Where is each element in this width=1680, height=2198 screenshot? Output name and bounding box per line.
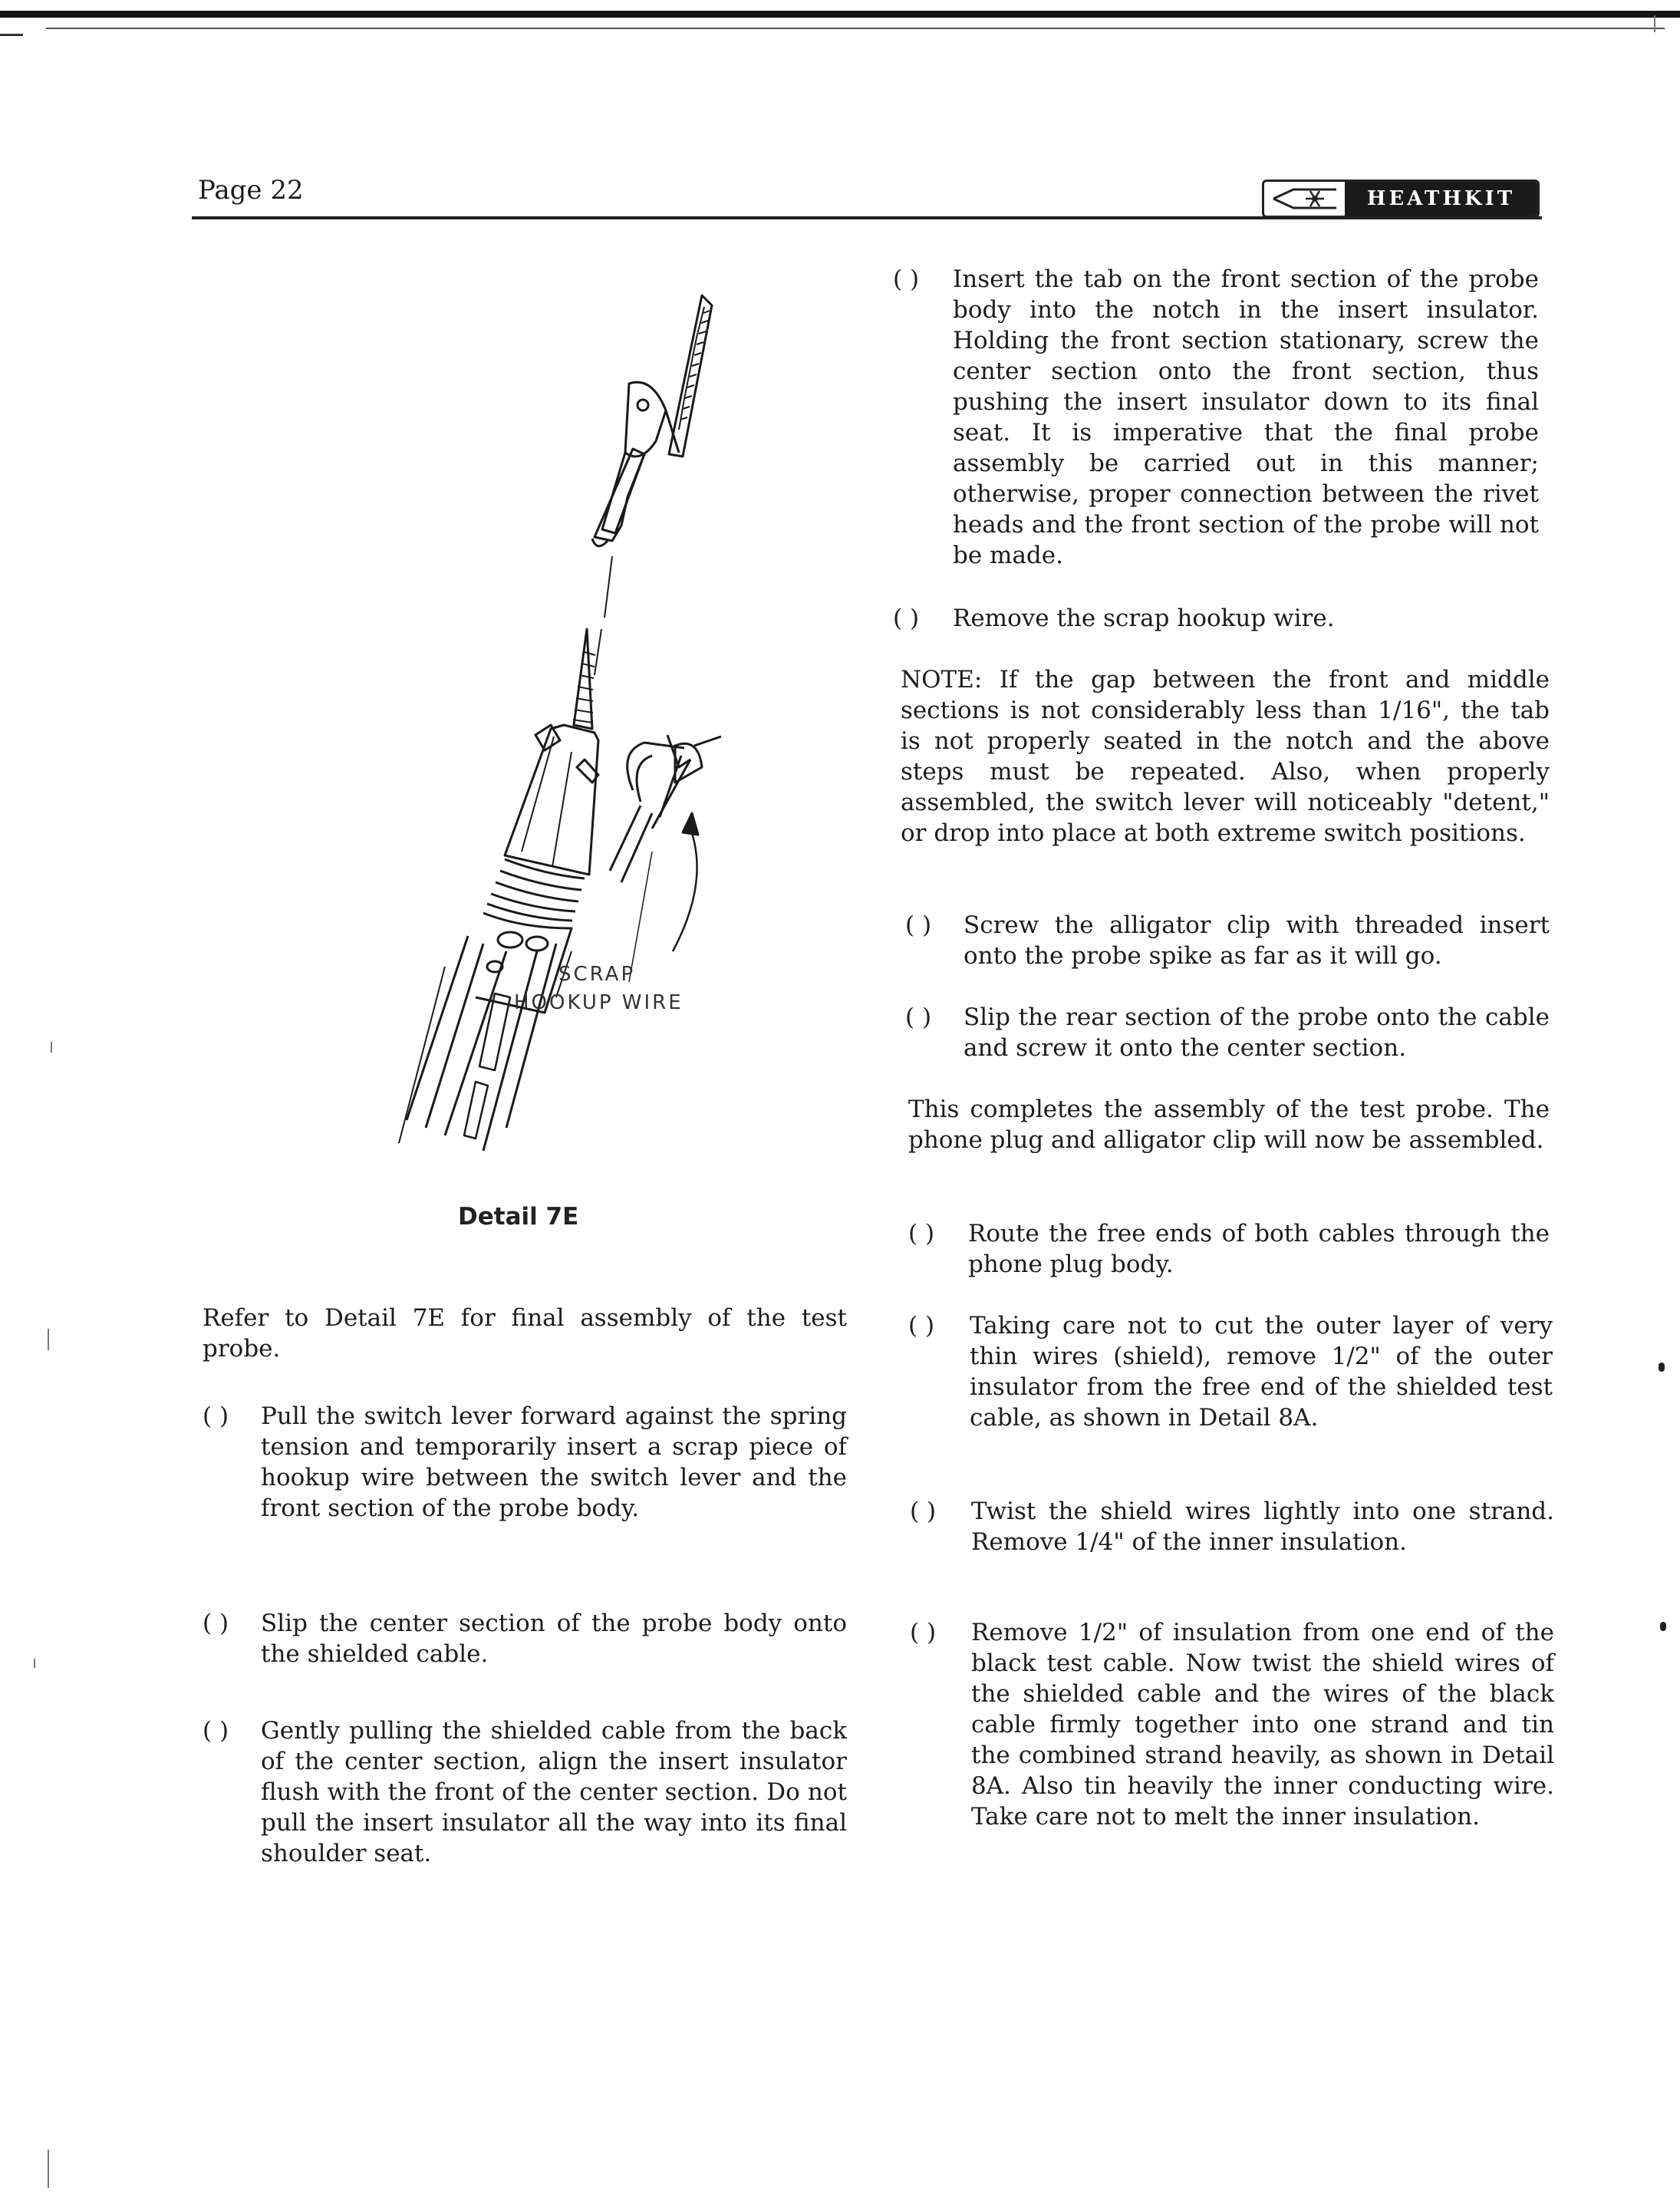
step-text: Remove 1/2" of insulation from one end of the black test cable. Now twist the shield wires of the shielded cable and the wires of the black cable firmly together into one strand and tin the combined strand heavily, as shown in Detail 8A. Also tin heavily the inner conducting wire. Take care not to melt the inner insulation. [971, 1619, 1554, 1831]
step-text: Slip the center section of the probe body onto the shielded cable. [261, 1610, 847, 1668]
step-checkbox[interactable]: ( ) [893, 605, 920, 632]
step-checkbox[interactable]: ( ) [910, 1619, 937, 1646]
right-step-4 [905, 1002, 1550, 1063]
right-step-3 [905, 910, 1550, 971]
corner-tick [0, 34, 23, 36]
probe-center-section-drawing [399, 913, 572, 1151]
step-text: Taking care not to cut the outer layer of very thin wires (shield), remove 1/2" of the outer insulator from the free end of the shielded test cable, as shown in Detail 8A. [970, 1312, 1553, 1432]
scan-edge-mark [1654, 15, 1655, 32]
probe-assembly-illustration [292, 276, 767, 1166]
step-checkbox[interactable]: ( ) [908, 1220, 935, 1247]
figure-caption: Detail 7E [458, 1203, 579, 1231]
step-text: Slip the rear section of the probe onto the cable and screw it onto the center section. [964, 1003, 1550, 1062]
completion-paragraph: This completes the assembly of the test probe. The phone plug and alligator clip will now be assembled. [908, 1096, 1550, 1154]
note-block [901, 664, 1550, 849]
right-step-1 [893, 264, 1539, 571]
top-border-thin-rule [46, 28, 1665, 29]
right-step-6 [908, 1310, 1553, 1433]
step-text: Insert the tab on the front section of the probe body into the notch in the insert insulator. Holding the front section stationary, screw the center section onto the front section, thus pushing the insert insulator down to its final seat. It is imperative that the final probe assembly be carried out in this manner; otherwise, proper connection between the rivet heads and the front section of the probe will not be made. [953, 265, 1539, 569]
probe-front-section-drawing [505, 725, 598, 875]
top-border-rule [0, 11, 1680, 18]
step-checkbox[interactable]: ( ) [905, 1003, 932, 1031]
left-step-2 [203, 1608, 847, 1669]
step-checkbox[interactable]: ( ) [908, 1312, 935, 1340]
step-checkbox[interactable]: ( ) [203, 1402, 229, 1430]
scrap-hookup-wire-drawing [610, 735, 721, 882]
probe-spike-drawing [573, 629, 595, 729]
completion-block [908, 1094, 1550, 1155]
intro-paragraph: Refer to Detail 7E for final assembly of the test probe. [203, 1304, 847, 1363]
step-checkbox[interactable]: ( ) [905, 911, 932, 939]
step-text: Route the free ends of both cables through the phone plug body. [968, 1220, 1550, 1278]
scan-edge-mark [48, 1329, 49, 1350]
arrow-icon [673, 813, 698, 951]
right-step-5 [908, 1218, 1550, 1280]
step-text: Remove the scrap hookup wire. [953, 605, 1335, 632]
step-text: Pull the switch lever forward against the spring tension and temporarily insert a scrap piece of hookup wire between the switch lever and the front section of the probe body. [261, 1402, 847, 1522]
scan-edge-mark [48, 2150, 49, 2188]
heathkit-logo [1262, 180, 1540, 218]
page-number: Page 22 [198, 175, 304, 206]
header-rule [192, 216, 1542, 219]
scan-speck [1659, 1363, 1665, 1372]
figure-label-line1: SCRAP [558, 963, 636, 986]
figure-label-line2: HOOKUP WIRE [514, 991, 684, 1014]
left-step-1 [203, 1401, 847, 1524]
scan-speck [1660, 1622, 1666, 1631]
note-paragraph: NOTE: If the gap between the front and middle sections is not considerably less than 1/16", the tab is not properly seated in the notch and the above steps must be repeated. Also, when properly assembled, the switch lever will noticeably "detent," or drop into place at both extreme switch positions. [901, 666, 1550, 847]
right-step-8 [910, 1617, 1554, 1832]
right-step-7 [910, 1496, 1554, 1557]
step-checkbox[interactable]: ( ) [910, 1498, 937, 1525]
alligator-clip-drawing [592, 295, 712, 546]
step-checkbox[interactable]: ( ) [203, 1610, 229, 1637]
scan-edge-mark [51, 1042, 52, 1053]
left-text-block [203, 1303, 847, 1364]
logo-emblem-icon [1264, 182, 1345, 216]
logo-wordmark: HEATHKIT [1345, 182, 1537, 216]
step-text: Twist the shield wires lightly into one strand. Remove 1/4" of the inner insulation. [971, 1498, 1554, 1556]
step-checkbox[interactable]: ( ) [203, 1717, 229, 1745]
right-step-2 [893, 603, 1550, 634]
step-text: Screw the alligator clip with threaded insert onto the probe spike as far as it will go. [964, 911, 1550, 970]
step-checkbox[interactable]: ( ) [893, 265, 920, 293]
scan-edge-mark [34, 1659, 35, 1668]
thread-drawing [487, 859, 585, 921]
left-step-3 [203, 1715, 847, 1869]
step-text: Gently pulling the shielded cable from the back of the center section, align the insert insulator flush with the front of the center section. Do not pull the insert insulator all the way into its final shoulder seat. [261, 1717, 847, 1867]
